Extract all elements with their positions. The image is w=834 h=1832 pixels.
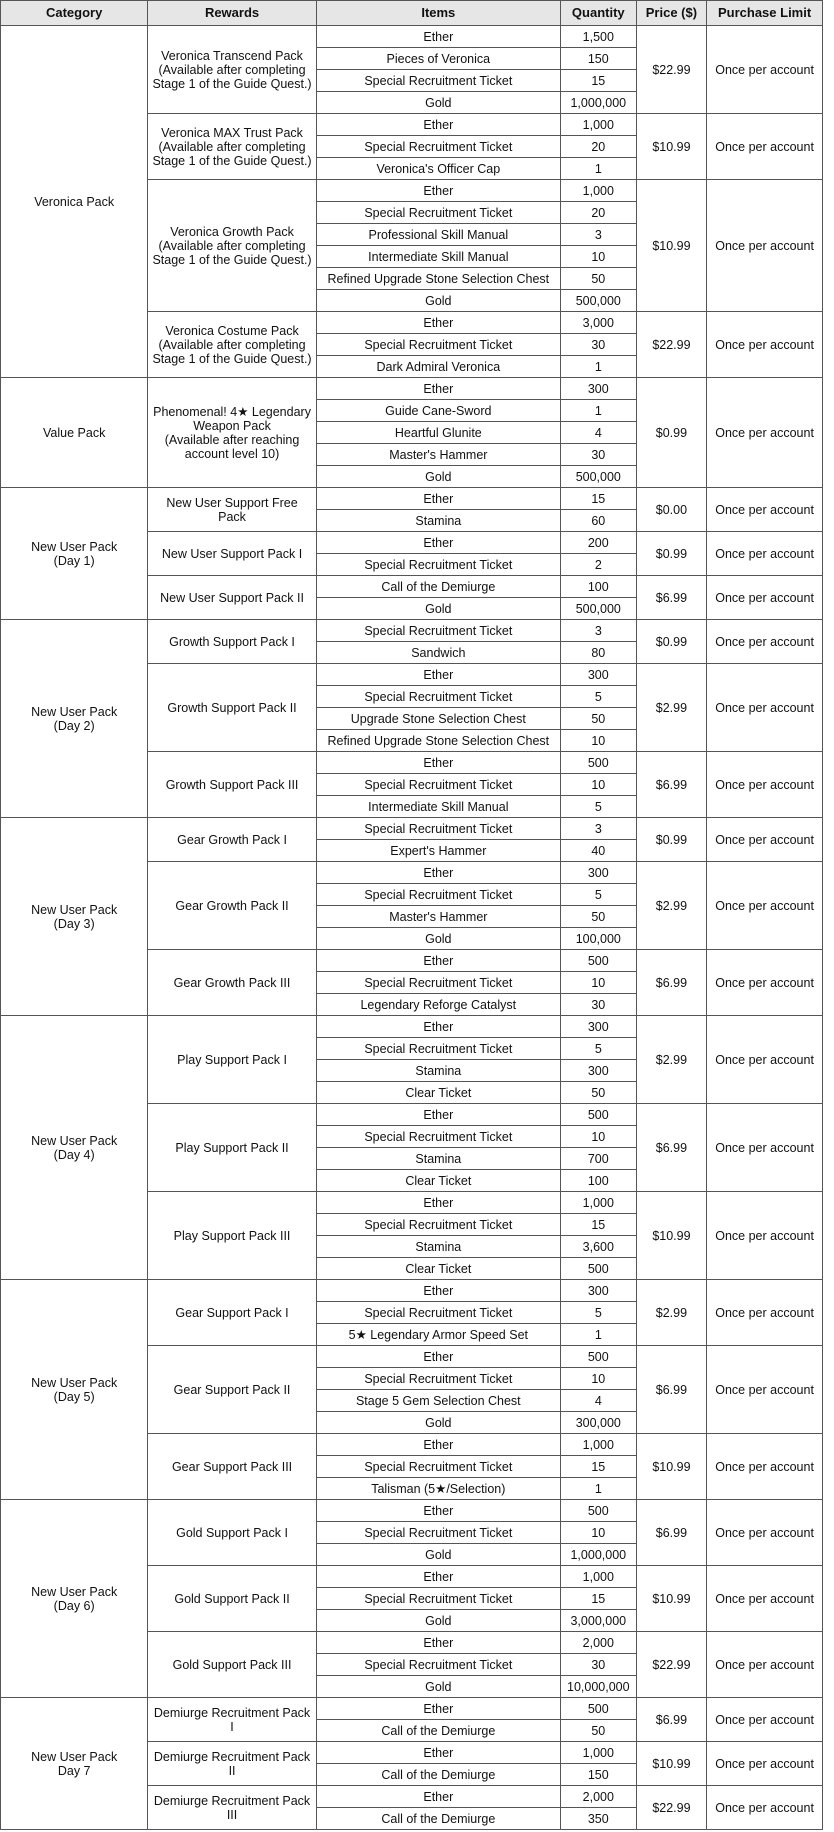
table-row — [1, 1280, 823, 1302]
item-cell: Master's Hammer — [316, 906, 560, 928]
quantity-cell: 1,000 — [560, 1192, 636, 1214]
quantity-cell: 1,000,000 — [560, 92, 636, 114]
price-cell: $6.99 — [636, 576, 707, 620]
price-cell: $6.99 — [636, 1104, 707, 1192]
quantity-cell: 15 — [560, 1214, 636, 1236]
quantity-cell: 4 — [560, 422, 636, 444]
item-cell: Gold — [316, 1544, 560, 1566]
item-cell: Pieces of Veronica — [316, 48, 560, 70]
item-cell: Gold — [316, 1412, 560, 1434]
quantity-cell: 1,000 — [560, 1742, 636, 1764]
item-cell: Ether — [316, 1742, 560, 1764]
quantity-cell: 2,000 — [560, 1632, 636, 1654]
quantity-cell: 20 — [560, 136, 636, 158]
quantity-cell: 3 — [560, 224, 636, 246]
item-cell: Gold — [316, 928, 560, 950]
price-cell: $2.99 — [636, 664, 707, 752]
purchase-limit-cell: Once per account — [707, 1500, 823, 1566]
quantity-cell: 50 — [560, 1720, 636, 1742]
item-cell: Special Recruitment Ticket — [316, 1368, 560, 1390]
quantity-cell: 50 — [560, 708, 636, 730]
reward-pack-name-cell: Demiurge Recruitment Pack I — [148, 1698, 316, 1742]
item-cell: Legendary Reforge Catalyst — [316, 994, 560, 1016]
item-cell: Stamina — [316, 1060, 560, 1082]
purchase-limit-cell: Once per account — [707, 1632, 823, 1698]
item-cell: Stamina — [316, 510, 560, 532]
item-cell: Call of the Demiurge — [316, 1720, 560, 1742]
reward-pack-name-cell: New User Support Free Pack — [148, 488, 316, 532]
table-row — [1, 26, 823, 48]
quantity-cell: 150 — [560, 48, 636, 70]
table-row — [1, 1500, 823, 1522]
reward-pack-name-cell: Demiurge Recruitment Pack II — [148, 1742, 316, 1786]
item-cell: Special Recruitment Ticket — [316, 1214, 560, 1236]
table-row — [1, 818, 823, 840]
reward-pack-name-cell: Gear Growth Pack III — [148, 950, 316, 1016]
table-row — [1, 1698, 823, 1720]
item-cell: Special Recruitment Ticket — [316, 1588, 560, 1610]
item-cell: Special Recruitment Ticket — [316, 1456, 560, 1478]
quantity-cell: 5 — [560, 884, 636, 906]
item-cell: Special Recruitment Ticket — [316, 818, 560, 840]
price-cell: $6.99 — [636, 950, 707, 1016]
quantity-cell: 80 — [560, 642, 636, 664]
item-cell: Stamina — [316, 1236, 560, 1258]
category-cell: New User Pack (Day 2) — [1, 620, 148, 818]
quantity-cell: 3 — [560, 620, 636, 642]
reward-pack-name-cell: Veronica Growth Pack (Available after completing Stage 1 of the Guide Quest.) — [148, 180, 316, 312]
category-cell: New User Pack (Day 6) — [1, 1500, 148, 1698]
quantity-cell: 100,000 — [560, 928, 636, 950]
price-cell: $22.99 — [636, 1632, 707, 1698]
quantity-cell: 10,000,000 — [560, 1676, 636, 1698]
item-cell: Call of the Demiurge — [316, 576, 560, 598]
quantity-cell: 3,600 — [560, 1236, 636, 1258]
quantity-cell: 150 — [560, 1764, 636, 1786]
item-cell: Expert's Hammer — [316, 840, 560, 862]
quantity-cell: 500,000 — [560, 598, 636, 620]
quantity-cell: 200 — [560, 532, 636, 554]
category-cell: Value Pack — [1, 378, 148, 488]
quantity-cell: 1 — [560, 356, 636, 378]
reward-pack-name-cell: Veronica Costume Pack (Available after completing Stage 1 of the Guide Quest.) — [148, 312, 316, 378]
purchase-limit-cell: Once per account — [707, 664, 823, 752]
reward-pack-name-cell: New User Support Pack II — [148, 576, 316, 620]
quantity-cell: 40 — [560, 840, 636, 862]
price-cell: $6.99 — [636, 1346, 707, 1434]
price-cell: $10.99 — [636, 180, 707, 312]
purchase-limit-cell: Once per account — [707, 312, 823, 378]
table-row — [1, 620, 823, 642]
purchase-limit-cell: Once per account — [707, 1104, 823, 1192]
item-cell: Gold — [316, 598, 560, 620]
quantity-cell: 1 — [560, 158, 636, 180]
quantity-cell: 3,000 — [560, 312, 636, 334]
quantity-cell: 1,500 — [560, 26, 636, 48]
quantity-cell: 50 — [560, 1082, 636, 1104]
quantity-cell: 300 — [560, 1280, 636, 1302]
quantity-cell: 10 — [560, 246, 636, 268]
purchase-limit-cell: Once per account — [707, 1192, 823, 1280]
item-cell: Ether — [316, 1566, 560, 1588]
item-cell: Clear Ticket — [316, 1082, 560, 1104]
item-cell: Gold — [316, 1610, 560, 1632]
quantity-cell: 100 — [560, 576, 636, 598]
purchase-limit-cell: Once per account — [707, 862, 823, 950]
reward-pack-name-cell: Gear Support Pack III — [148, 1434, 316, 1500]
quantity-cell: 500 — [560, 950, 636, 972]
item-cell: Ether — [316, 1016, 560, 1038]
reward-pack-name-cell: Gold Support Pack II — [148, 1566, 316, 1632]
purchase-limit-cell: Once per account — [707, 378, 823, 488]
item-cell: Ether — [316, 1346, 560, 1368]
item-cell: Special Recruitment Ticket — [316, 1126, 560, 1148]
item-cell: Special Recruitment Ticket — [316, 334, 560, 356]
category-cell: New User Pack Day 7 — [1, 1698, 148, 1830]
reward-pack-name-cell: Phenomenal! 4★ Legendary Weapon Pack (Available after reaching account level 10) — [148, 378, 316, 488]
quantity-cell: 100 — [560, 1170, 636, 1192]
reward-pack-name-cell: Gear Growth Pack I — [148, 818, 316, 862]
item-cell: Ether — [316, 1632, 560, 1654]
quantity-cell: 500 — [560, 1500, 636, 1522]
header-price: Price ($) — [636, 1, 707, 26]
purchase-limit-cell: Once per account — [707, 818, 823, 862]
quantity-cell: 60 — [560, 510, 636, 532]
reward-pack-name-cell: Veronica MAX Trust Pack (Available after completing Stage 1 of the Guide Quest.) — [148, 114, 316, 180]
item-cell: Ether — [316, 114, 560, 136]
reward-pack-name-cell: Gear Support Pack I — [148, 1280, 316, 1346]
purchase-limit-cell: Once per account — [707, 488, 823, 532]
quantity-cell: 1,000 — [560, 180, 636, 202]
item-cell: Refined Upgrade Stone Selection Chest — [316, 268, 560, 290]
item-cell: Ether — [316, 1786, 560, 1808]
category-cell: New User Pack (Day 3) — [1, 818, 148, 1016]
table-row — [1, 488, 823, 510]
item-cell: Special Recruitment Ticket — [316, 136, 560, 158]
item-cell: Call of the Demiurge — [316, 1808, 560, 1830]
item-cell: Veronica's Officer Cap — [316, 158, 560, 180]
price-cell: $22.99 — [636, 26, 707, 114]
item-cell: Upgrade Stone Selection Chest — [316, 708, 560, 730]
item-cell: Special Recruitment Ticket — [316, 884, 560, 906]
item-cell: Special Recruitment Ticket — [316, 774, 560, 796]
item-cell: Intermediate Skill Manual — [316, 796, 560, 818]
quantity-cell: 300 — [560, 664, 636, 686]
item-cell: Ether — [316, 1104, 560, 1126]
item-cell: Ether — [316, 532, 560, 554]
quantity-cell: 500 — [560, 1258, 636, 1280]
header-quantity: Quantity — [560, 1, 636, 26]
price-cell: $22.99 — [636, 1786, 707, 1830]
price-cell: $6.99 — [636, 1698, 707, 1742]
price-cell: $6.99 — [636, 752, 707, 818]
quantity-cell: 300 — [560, 862, 636, 884]
category-cell: New User Pack (Day 1) — [1, 488, 148, 620]
purchase-limit-cell: Once per account — [707, 1786, 823, 1830]
purchase-limit-cell: Once per account — [707, 1280, 823, 1346]
price-cell: $10.99 — [636, 1742, 707, 1786]
quantity-cell: 5 — [560, 796, 636, 818]
price-cell: $10.99 — [636, 1434, 707, 1500]
quantity-cell: 1,000 — [560, 1434, 636, 1456]
quantity-cell: 30 — [560, 334, 636, 356]
reward-pack-name-cell: Play Support Pack I — [148, 1016, 316, 1104]
quantity-cell: 10 — [560, 1522, 636, 1544]
purchase-limit-cell: Once per account — [707, 26, 823, 114]
purchase-limit-cell: Once per account — [707, 532, 823, 576]
quantity-cell: 1 — [560, 1478, 636, 1500]
quantity-cell: 500 — [560, 1698, 636, 1720]
quantity-cell: 500 — [560, 1104, 636, 1126]
item-cell: Special Recruitment Ticket — [316, 972, 560, 994]
item-cell: Special Recruitment Ticket — [316, 554, 560, 576]
quantity-cell: 4 — [560, 1390, 636, 1412]
price-cell: $0.99 — [636, 378, 707, 488]
purchase-limit-cell: Once per account — [707, 576, 823, 620]
item-cell: Ether — [316, 488, 560, 510]
reward-pack-name-cell: Gear Growth Pack II — [148, 862, 316, 950]
item-cell: Ether — [316, 1434, 560, 1456]
quantity-cell: 1 — [560, 400, 636, 422]
reward-pack-name-cell: Demiurge Recruitment Pack III — [148, 1786, 316, 1830]
header-rewards: Rewards — [148, 1, 316, 26]
item-cell: Gold — [316, 466, 560, 488]
quantity-cell: 2,000 — [560, 1786, 636, 1808]
purchase-limit-cell: Once per account — [707, 620, 823, 664]
quantity-cell: 10 — [560, 774, 636, 796]
category-cell: New User Pack (Day 5) — [1, 1280, 148, 1500]
reward-pack-name-cell: Gear Support Pack II — [148, 1346, 316, 1434]
item-cell: Master's Hammer — [316, 444, 560, 466]
price-cell: $0.99 — [636, 818, 707, 862]
quantity-cell: 15 — [560, 1456, 636, 1478]
quantity-cell: 30 — [560, 994, 636, 1016]
purchase-limit-cell: Once per account — [707, 180, 823, 312]
purchase-limit-cell: Once per account — [707, 1346, 823, 1434]
quantity-cell: 10 — [560, 1126, 636, 1148]
purchase-limit-cell: Once per account — [707, 950, 823, 1016]
table-row — [1, 1016, 823, 1038]
quantity-cell: 350 — [560, 1808, 636, 1830]
quantity-cell: 15 — [560, 1588, 636, 1610]
quantity-cell: 1,000 — [560, 114, 636, 136]
price-cell: $2.99 — [636, 862, 707, 950]
quantity-cell: 30 — [560, 444, 636, 466]
quantity-cell: 3,000,000 — [560, 1610, 636, 1632]
quantity-cell: 300 — [560, 1016, 636, 1038]
item-cell: Professional Skill Manual — [316, 224, 560, 246]
reward-pack-name-cell: Play Support Pack III — [148, 1192, 316, 1280]
quantity-cell: 20 — [560, 202, 636, 224]
item-cell: 5★ Legendary Armor Speed Set — [316, 1324, 560, 1346]
quantity-cell: 15 — [560, 70, 636, 92]
item-cell: Ether — [316, 752, 560, 774]
price-cell: $0.00 — [636, 488, 707, 532]
price-cell: $6.99 — [636, 1500, 707, 1566]
header-category: Category — [1, 1, 148, 26]
quantity-cell: 5 — [560, 1302, 636, 1324]
table-row — [1, 378, 823, 400]
quantity-cell: 2 — [560, 554, 636, 576]
item-cell: Talisman (5★/Selection) — [316, 1478, 560, 1500]
item-cell: Ether — [316, 1698, 560, 1720]
quantity-cell: 500 — [560, 1346, 636, 1368]
quantity-cell: 10 — [560, 1368, 636, 1390]
item-cell: Special Recruitment Ticket — [316, 1302, 560, 1324]
reward-pack-name-cell: Growth Support Pack III — [148, 752, 316, 818]
reward-pack-name-cell: Growth Support Pack II — [148, 664, 316, 752]
quantity-cell: 300 — [560, 378, 636, 400]
item-cell: Special Recruitment Ticket — [316, 202, 560, 224]
quantity-cell: 500,000 — [560, 290, 636, 312]
item-cell: Special Recruitment Ticket — [316, 1038, 560, 1060]
item-cell: Intermediate Skill Manual — [316, 246, 560, 268]
item-cell: Dark Admiral Veronica — [316, 356, 560, 378]
quantity-cell: 500 — [560, 752, 636, 774]
purchase-limit-cell: Once per account — [707, 114, 823, 180]
item-cell: Ether — [316, 312, 560, 334]
item-cell: Call of the Demiurge — [316, 1764, 560, 1786]
table-body — [1, 26, 823, 1830]
item-cell: Ether — [316, 1500, 560, 1522]
purchase-limit-cell: Once per account — [707, 1742, 823, 1786]
price-cell: $2.99 — [636, 1280, 707, 1346]
item-cell: Ether — [316, 1192, 560, 1214]
quantity-cell: 300 — [560, 1060, 636, 1082]
table-header-row — [1, 1, 823, 26]
item-cell: Clear Ticket — [316, 1258, 560, 1280]
item-cell: Gold — [316, 290, 560, 312]
price-cell: $0.99 — [636, 620, 707, 664]
category-cell: New User Pack (Day 4) — [1, 1016, 148, 1280]
reward-pack-name-cell: Play Support Pack II — [148, 1104, 316, 1192]
price-cell: $10.99 — [636, 1566, 707, 1632]
item-cell: Special Recruitment Ticket — [316, 1654, 560, 1676]
item-cell: Ether — [316, 26, 560, 48]
quantity-cell: 1,000 — [560, 1566, 636, 1588]
purchase-limit-cell: Once per account — [707, 1698, 823, 1742]
quantity-cell: 700 — [560, 1148, 636, 1170]
purchase-limit-cell: Once per account — [707, 1016, 823, 1104]
item-cell: Gold — [316, 92, 560, 114]
price-cell: $2.99 — [636, 1016, 707, 1104]
quantity-cell: 50 — [560, 268, 636, 290]
reward-pack-name-cell: Growth Support Pack I — [148, 620, 316, 664]
item-cell: Clear Ticket — [316, 1170, 560, 1192]
category-cell: Veronica Pack — [1, 26, 148, 378]
item-cell: Ether — [316, 378, 560, 400]
price-cell: $22.99 — [636, 312, 707, 378]
quantity-cell: 10 — [560, 972, 636, 994]
price-cell: $10.99 — [636, 1192, 707, 1280]
quantity-cell: 5 — [560, 686, 636, 708]
purchase-limit-cell: Once per account — [707, 752, 823, 818]
quantity-cell: 30 — [560, 1654, 636, 1676]
item-cell: Stage 5 Gem Selection Chest — [316, 1390, 560, 1412]
quantity-cell: 300,000 — [560, 1412, 636, 1434]
quantity-cell: 50 — [560, 906, 636, 928]
reward-pack-name-cell: Gold Support Pack III — [148, 1632, 316, 1698]
quantity-cell: 5 — [560, 1038, 636, 1060]
item-cell: Special Recruitment Ticket — [316, 620, 560, 642]
price-cell: $0.99 — [636, 532, 707, 576]
item-cell: Stamina — [316, 1148, 560, 1170]
item-cell: Special Recruitment Ticket — [316, 686, 560, 708]
reward-pack-name-cell: Veronica Transcend Pack (Available after completing Stage 1 of the Guide Quest.) — [148, 26, 316, 114]
header-purchase-limit: Purchase Limit — [707, 1, 823, 26]
quantity-cell: 3 — [560, 818, 636, 840]
reward-pack-name-cell: Gold Support Pack I — [148, 1500, 316, 1566]
item-cell: Special Recruitment Ticket — [316, 70, 560, 92]
reward-pack-name-cell: New User Support Pack I — [148, 532, 316, 576]
quantity-cell: 15 — [560, 488, 636, 510]
item-cell: Guide Cane-Sword — [316, 400, 560, 422]
item-cell: Ether — [316, 1280, 560, 1302]
quantity-cell: 500,000 — [560, 466, 636, 488]
quantity-cell: 1 — [560, 1324, 636, 1346]
item-cell: Ether — [316, 950, 560, 972]
item-cell: Ether — [316, 180, 560, 202]
header-items: Items — [316, 1, 560, 26]
quantity-cell: 10 — [560, 730, 636, 752]
purchase-limit-cell: Once per account — [707, 1566, 823, 1632]
item-cell: Refined Upgrade Stone Selection Chest — [316, 730, 560, 752]
item-cell: Gold — [316, 1676, 560, 1698]
item-cell: Ether — [316, 664, 560, 686]
quantity-cell: 1,000,000 — [560, 1544, 636, 1566]
price-cell: $10.99 — [636, 114, 707, 180]
item-cell: Heartful Glunite — [316, 422, 560, 444]
item-cell: Sandwich — [316, 642, 560, 664]
item-cell: Special Recruitment Ticket — [316, 1522, 560, 1544]
item-cell: Ether — [316, 862, 560, 884]
purchase-limit-cell: Once per account — [707, 1434, 823, 1500]
